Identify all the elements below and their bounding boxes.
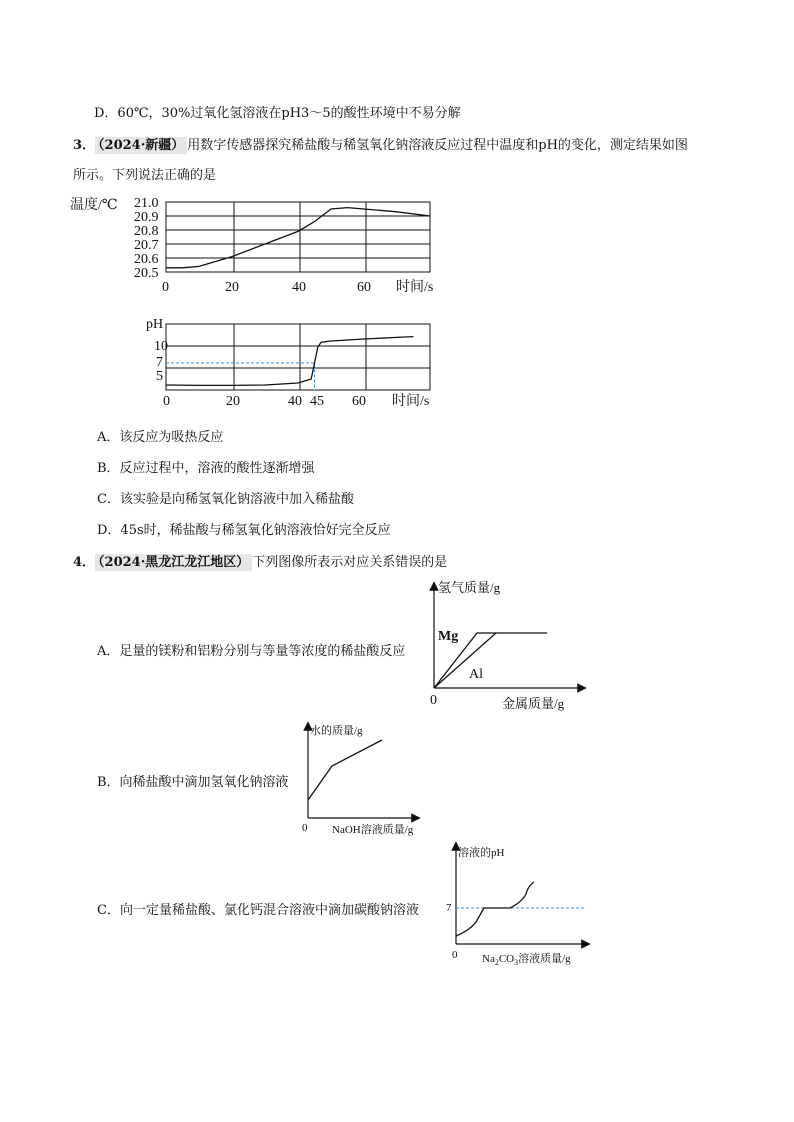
ph-ytick-5: 5 [156,369,163,384]
solution-ph-curve [456,882,534,936]
temp-xtick-0: 0 [162,280,169,295]
q3-option-b: B．反应过程中，溶液的酸性逐渐增强 [97,461,315,476]
al-label: Al [469,667,483,682]
ph-curve [166,337,414,386]
ph-xtick-60: 60 [352,394,366,409]
opt-c-xlabel: $Na_2CO_3$溶液质量/g [482,953,571,967]
prev-option-d: D．60℃，30%过氧化氢溶液在pH3～5的酸性环境中不易分解 [94,106,461,121]
opt-b-ylabel: 水的质量/g [310,725,363,737]
q3-stem-line2: 所示。下列说法正确的是 [73,168,217,183]
temp-ylabel: 温度/℃ [70,198,118,213]
mg-label: Mg [438,629,459,644]
opt-c-origin: 0 [452,949,458,961]
ph-ylabel: pH [146,317,164,332]
temp-ytick: 20.6 [134,252,159,267]
ph-xtick-45: 45 [310,394,324,409]
q4-option-a: A．足量的镁粉和铝粉分别与等量等浓度的稀盐酸反应 [97,644,406,659]
opt-a-ylabel: 氢气质量/g [438,580,501,595]
temp-ytick: 20.8 [134,224,159,239]
q4-source-tag: （2024·黑龙江龙江地区） [95,554,252,571]
opt-a-origin: 0 [430,693,437,708]
ph-chart [140,312,450,412]
option-c-graph [446,842,596,968]
ph-ytick-10: 10 [154,339,168,354]
temp-ytick: 20.9 [134,210,159,225]
q4-option-c: C．向一定量稀盐酸、氯化钙混合溶液中滴加碳酸钠溶液 [97,903,419,918]
q3-stem-line1 [73,134,688,153]
q3-option-c: C．该实验是向稀氢氧化钠溶液中加入稀盐酸 [97,492,354,507]
q3-number: 3． [73,138,96,153]
temp-xtick-20: 20 [225,280,239,295]
opt-b-xlabel: NaOH溶液质量/g [332,824,414,836]
temp-ytick: 21.0 [134,196,159,211]
ph-ytick-7: 7 [156,355,163,370]
temp-ytick: 20.7 [134,238,159,253]
opt-c-ref-7: 7 [446,902,452,914]
q4-number: 4． [73,555,96,570]
q3-option-d: D．45s时，稀盐酸与稀氢氧化钠溶液恰好完全反应 [97,523,391,538]
q4-stem-text: 下列图像所表示对应关系错误的是 [252,555,448,570]
temperature-chart [70,190,450,302]
ph-xtick-40: 40 [288,394,302,409]
ph-xlabel: 时间/s [392,394,430,409]
temp-ytick: 20.5 [134,266,159,281]
temperature-curve [166,208,430,268]
temp-xlabel: 时间/s [396,280,434,295]
opt-b-origin: 0 [302,822,308,834]
temp-xtick-40: 40 [292,280,306,295]
temp-plot-frame [166,202,430,272]
ph-xtick-0: 0 [163,394,170,409]
q3-stem-text: 用数字传感器探究稀盐酸与稀氢氧化钠溶液反应过程中温度和pH的变化，测定结果如图 [187,138,688,153]
q3-option-a: A．该反应为吸热反应 [97,430,224,445]
q4-stem [73,551,447,570]
water-mass-line [308,740,382,800]
q4-option-b: B．向稀盐酸中滴加氢氧化钠溶液 [97,775,289,790]
option-a-graph [422,576,592,714]
ph-plot-frame [166,324,430,390]
temp-xtick-60: 60 [357,280,371,295]
ph-xtick-20: 20 [226,394,240,409]
option-b-graph [298,720,448,840]
opt-c-ylabel: 溶液的pH [458,847,505,859]
q3-source-tag: （2024·新疆） [95,137,187,154]
opt-a-xlabel: 金属质量/g [502,696,565,711]
